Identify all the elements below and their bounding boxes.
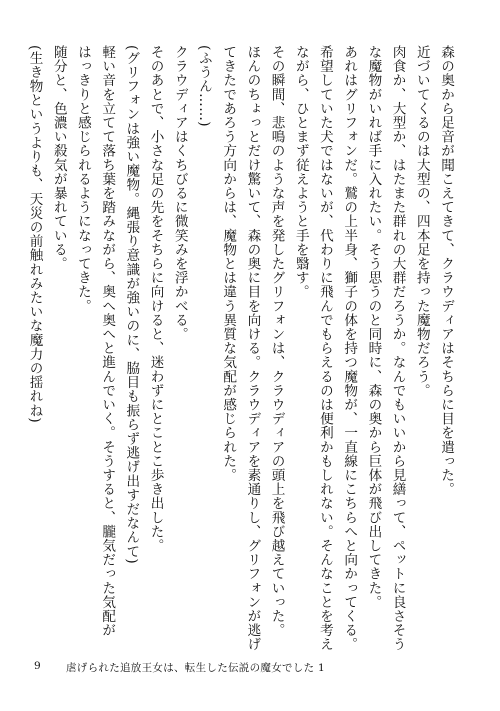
page-number: 9: [34, 660, 41, 672]
text-line: (グリフォンは強い魔物。縄張り意識が強いのに、脇目も振らず逃げ出すだなんて): [123, 45, 140, 565]
text-line: クラウディアはくちびるに微笑みを浮かべる。: [171, 45, 188, 342]
text-line: てきたであろう方向からは、魔物とは違う異質な気配が感じられた。: [220, 45, 237, 483]
text-line: その瞬間、悲鳴のような声を発したグリフォンは、クラウディアの頭上を飛び越えていった。: [268, 45, 285, 638]
text-line: はっきりと感じられるようになってきた。: [74, 45, 91, 313]
text-line: 随分と、色濃い殺気が暴れている。: [50, 45, 67, 271]
text-line: 軽い音を立てて落ち葉を踏みながら、奥へ奥へと進んでいく。そうすると、朧気だった気配が: [99, 45, 116, 638]
text-line: 希望していた犬ではないが、代わりに飛んでもらえるのは便利かもしれない。そんなことを考え: [316, 45, 333, 652]
text-line: ながら、ひとまず従えようと手を翳す。: [292, 45, 309, 299]
text-line: 肉食か、大型か、はたまた群れの大群だろうか。なんでもいいから見繕って、ペットに良さそう: [389, 45, 406, 652]
text-line: 森の奥から足音が聞こえてきて、クラウディアはそちらに目を遣った。: [438, 45, 454, 497]
text-line: 近づいてくるのは大型の、四本足を持った魔物だろう。: [413, 45, 430, 398]
text-line: そのあとで、小さな足の先をそちらに向けると、迷わずにとことこ歩き出した。: [147, 45, 164, 553]
body-text: [22, 45, 458, 652]
text-line: ほんのちょっとだけ驚いて、森の奥に目を向ける。クラウディアを素通りし、グリフォンが逃げ: [244, 45, 261, 652]
book-title: 虐げられた追放王女は、転生した伝説の魔女でした 1: [66, 662, 326, 674]
text-line: (ふうん……): [195, 45, 212, 128]
text-line: (生き物というよりも、天災の前触れみたいな魔力の揺れね): [26, 45, 43, 424]
page-footer: [34, 660, 466, 676]
text-line: あれはグリフォンだ。鷲の上半身、獅子の体を持つ魔物が、一直線にこちらへと向かってくる。: [341, 45, 358, 652]
text-line: な魔物がいれば手に入れたい。そう思うのと同時に、森の奥から巨体が飛び出してきた。: [365, 45, 382, 609]
